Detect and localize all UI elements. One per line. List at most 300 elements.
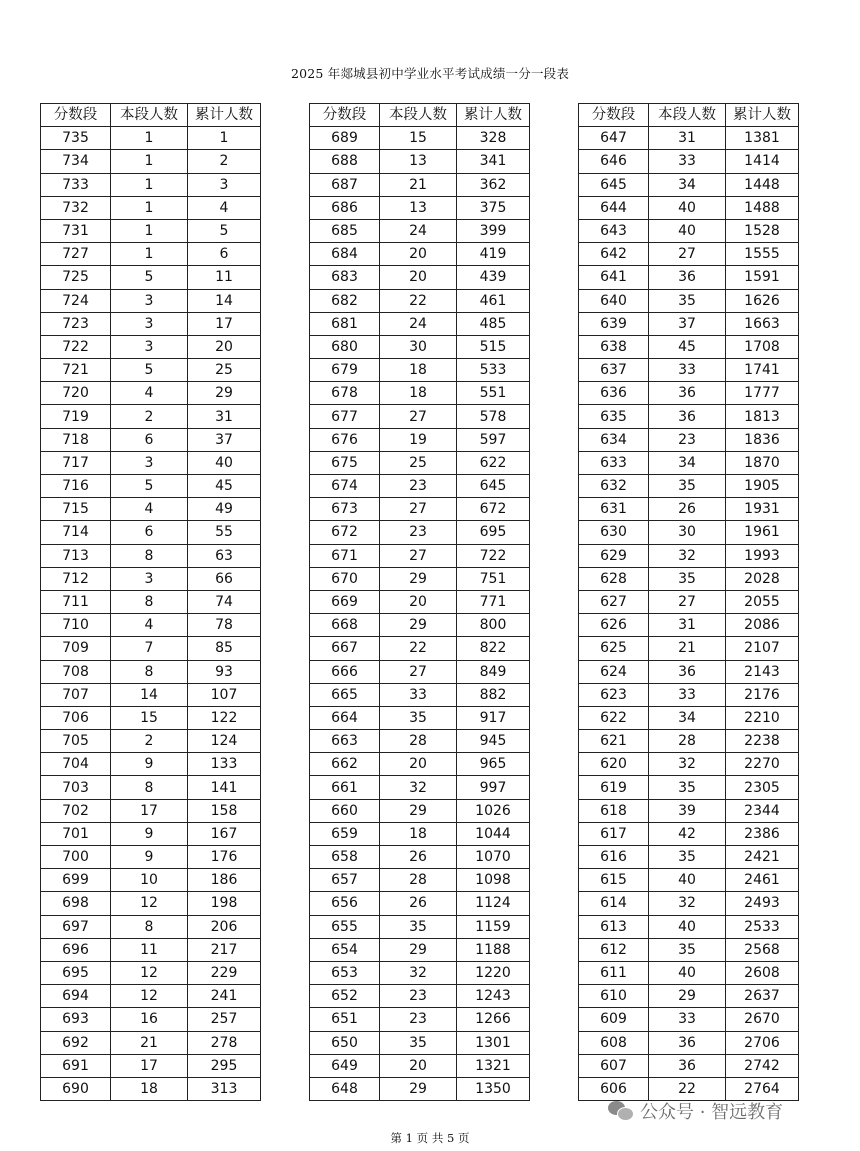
cell-score: 720	[41, 382, 111, 405]
table-row	[310, 451, 530, 474]
cell-cumulative: 1905	[726, 475, 799, 498]
cell-cumulative: 1026	[457, 799, 530, 822]
table-row	[41, 359, 261, 382]
cell-count: 33	[649, 1008, 726, 1031]
cell-cumulative: 2670	[726, 1008, 799, 1031]
header-cumulative: 累计人数	[457, 104, 530, 127]
cell-score: 673	[310, 498, 380, 521]
cell-cumulative: 882	[457, 683, 530, 706]
cell-count: 21	[111, 1031, 188, 1054]
cell-score: 610	[579, 985, 649, 1008]
cell-cumulative: 2608	[726, 961, 799, 984]
table-row	[310, 1031, 530, 1054]
cell-count: 35	[649, 846, 726, 869]
table-row	[579, 1031, 799, 1054]
cell-score: 633	[579, 451, 649, 474]
table-row	[41, 335, 261, 358]
cell-cumulative: 1870	[726, 451, 799, 474]
cell-cumulative: 49	[188, 498, 261, 521]
cell-count: 17	[111, 1054, 188, 1077]
cell-cumulative: 533	[457, 359, 530, 382]
cell-count: 27	[380, 498, 457, 521]
cell-score: 731	[41, 219, 111, 242]
table-row	[41, 614, 261, 637]
cell-score: 640	[579, 289, 649, 312]
table-row	[310, 799, 530, 822]
cell-cumulative: 1741	[726, 359, 799, 382]
table-row	[310, 590, 530, 613]
cell-score: 723	[41, 312, 111, 335]
cell-count: 1	[111, 243, 188, 266]
cell-count: 20	[380, 753, 457, 776]
cell-count: 27	[649, 590, 726, 613]
header-score: 分数段	[579, 104, 649, 127]
cell-count: 15	[380, 127, 457, 150]
cell-score: 669	[310, 590, 380, 613]
cell-cumulative: 5	[188, 219, 261, 242]
cell-cumulative: 198	[188, 892, 261, 915]
table-row	[310, 869, 530, 892]
header-score: 分数段	[310, 104, 380, 127]
cell-count: 3	[111, 312, 188, 335]
cell-score: 703	[41, 776, 111, 799]
cell-count: 26	[380, 892, 457, 915]
cell-count: 35	[649, 938, 726, 961]
cell-count: 35	[380, 1031, 457, 1054]
table-row	[310, 567, 530, 590]
header-count: 本段人数	[111, 104, 188, 127]
table-row	[579, 243, 799, 266]
cell-score: 621	[579, 730, 649, 753]
cell-cumulative: 965	[457, 753, 530, 776]
cell-score: 672	[310, 521, 380, 544]
cell-count: 2	[111, 730, 188, 753]
page-title: 2025 年郯城县初中学业水平考试成绩一分一段表	[290, 66, 570, 81]
cell-cumulative: 1098	[457, 869, 530, 892]
cell-count: 37	[649, 312, 726, 335]
cell-cumulative: 328	[457, 127, 530, 150]
cell-cumulative: 29	[188, 382, 261, 405]
cell-count: 6	[111, 521, 188, 544]
table-row	[310, 173, 530, 196]
cell-count: 28	[380, 869, 457, 892]
table-row	[41, 428, 261, 451]
cell-count: 42	[649, 822, 726, 845]
cell-cumulative: 2210	[726, 706, 799, 729]
cell-score: 637	[579, 359, 649, 382]
cell-cumulative: 2706	[726, 1031, 799, 1054]
cell-score: 706	[41, 706, 111, 729]
cell-count: 33	[649, 150, 726, 173]
cell-cumulative: 1555	[726, 243, 799, 266]
cell-cumulative: 2461	[726, 869, 799, 892]
cell-score: 611	[579, 961, 649, 984]
cell-cumulative: 917	[457, 706, 530, 729]
table-row	[310, 335, 530, 358]
cell-count: 32	[649, 544, 726, 567]
cell-score: 713	[41, 544, 111, 567]
table-row	[41, 289, 261, 312]
cell-cumulative: 1301	[457, 1031, 530, 1054]
cell-score: 709	[41, 637, 111, 660]
cell-count: 29	[380, 1077, 457, 1100]
table-row	[579, 567, 799, 590]
cell-cumulative: 1044	[457, 822, 530, 845]
cell-score: 630	[579, 521, 649, 544]
table-row	[310, 219, 530, 242]
watermark	[608, 1098, 783, 1124]
cell-score: 695	[41, 961, 111, 984]
cell-cumulative: 945	[457, 730, 530, 753]
cell-score: 642	[579, 243, 649, 266]
table-row	[41, 150, 261, 173]
table-row	[41, 799, 261, 822]
cell-cumulative: 2493	[726, 892, 799, 915]
cell-score: 655	[310, 915, 380, 938]
cell-count: 8	[111, 660, 188, 683]
cell-cumulative: 375	[457, 196, 530, 219]
cell-count: 18	[380, 382, 457, 405]
cell-cumulative: 1350	[457, 1077, 530, 1100]
cell-score: 652	[310, 985, 380, 1008]
cell-score: 622	[579, 706, 649, 729]
cell-score: 653	[310, 961, 380, 984]
cell-count: 32	[649, 753, 726, 776]
table-row	[310, 961, 530, 984]
table-row	[579, 660, 799, 683]
cell-cumulative: 1381	[726, 127, 799, 150]
table-row	[310, 150, 530, 173]
cell-count: 2	[111, 405, 188, 428]
cell-count: 17	[111, 799, 188, 822]
table-row	[579, 938, 799, 961]
table-row	[41, 219, 261, 242]
table-row	[41, 730, 261, 753]
cell-cumulative: 1708	[726, 335, 799, 358]
table-row	[310, 683, 530, 706]
cell-cumulative: 206	[188, 915, 261, 938]
cell-count: 13	[380, 196, 457, 219]
cell-cumulative: 14	[188, 289, 261, 312]
table-row	[579, 614, 799, 637]
table-row	[41, 243, 261, 266]
cell-cumulative: 186	[188, 869, 261, 892]
cell-score: 670	[310, 567, 380, 590]
cell-score: 618	[579, 799, 649, 822]
cell-score: 644	[579, 196, 649, 219]
cell-cumulative: 31	[188, 405, 261, 428]
cell-score: 639	[579, 312, 649, 335]
table-row	[310, 706, 530, 729]
cell-count: 35	[649, 289, 726, 312]
table-row	[579, 1008, 799, 1031]
cell-count: 36	[649, 405, 726, 428]
cell-score: 697	[41, 915, 111, 938]
cell-score: 651	[310, 1008, 380, 1031]
cell-count: 29	[380, 799, 457, 822]
cell-count: 19	[380, 428, 457, 451]
table-row	[579, 173, 799, 196]
cell-cumulative: 1	[188, 127, 261, 150]
cell-count: 29	[649, 985, 726, 1008]
table-row	[41, 451, 261, 474]
header-cumulative: 累计人数	[726, 104, 799, 127]
cell-count: 5	[111, 475, 188, 498]
table-row	[41, 1031, 261, 1054]
table-row	[41, 312, 261, 335]
cell-cumulative: 11	[188, 266, 261, 289]
table-row	[310, 475, 530, 498]
table-row	[310, 359, 530, 382]
cell-cumulative: 362	[457, 173, 530, 196]
cell-cumulative: 2055	[726, 590, 799, 613]
cell-cumulative: 1528	[726, 219, 799, 242]
cell-score: 696	[41, 938, 111, 961]
cell-count: 29	[380, 614, 457, 637]
cell-score: 628	[579, 567, 649, 590]
cell-count: 23	[380, 475, 457, 498]
cell-count: 10	[111, 869, 188, 892]
cell-score: 734	[41, 150, 111, 173]
cell-score: 660	[310, 799, 380, 822]
cell-count: 8	[111, 776, 188, 799]
cell-count: 26	[380, 846, 457, 869]
table-row	[41, 660, 261, 683]
cell-cumulative: 2107	[726, 637, 799, 660]
cell-cumulative: 822	[457, 637, 530, 660]
table-row	[310, 938, 530, 961]
cell-cumulative: 40	[188, 451, 261, 474]
table-row	[310, 498, 530, 521]
table-row	[310, 289, 530, 312]
cell-count: 33	[380, 683, 457, 706]
cell-cumulative: 419	[457, 243, 530, 266]
table-row	[41, 985, 261, 1008]
cell-score: 671	[310, 544, 380, 567]
table-row	[579, 359, 799, 382]
cell-score: 711	[41, 590, 111, 613]
cell-cumulative: 1159	[457, 915, 530, 938]
cell-score: 626	[579, 614, 649, 637]
cell-count: 24	[380, 312, 457, 335]
cell-cumulative: 1663	[726, 312, 799, 335]
table-row	[310, 1077, 530, 1100]
watermark-text: 公众号 · 智远教育	[640, 1102, 784, 1123]
cell-score: 650	[310, 1031, 380, 1054]
cell-cumulative: 66	[188, 567, 261, 590]
table-row	[579, 892, 799, 915]
cell-cumulative: 722	[457, 544, 530, 567]
table-row	[310, 614, 530, 637]
cell-count: 40	[649, 219, 726, 242]
cell-cumulative: 2	[188, 150, 261, 173]
cell-count: 30	[380, 335, 457, 358]
cell-count: 36	[649, 1031, 726, 1054]
cell-count: 45	[649, 335, 726, 358]
table-row	[579, 590, 799, 613]
table-row	[41, 637, 261, 660]
cell-cumulative: 1188	[457, 938, 530, 961]
cell-score: 704	[41, 753, 111, 776]
cell-cumulative: 2238	[726, 730, 799, 753]
cell-score: 668	[310, 614, 380, 637]
cell-score: 631	[579, 498, 649, 521]
cell-score: 662	[310, 753, 380, 776]
cell-count: 36	[649, 382, 726, 405]
cell-count: 22	[649, 1077, 726, 1100]
table-row	[579, 776, 799, 799]
cell-cumulative: 17	[188, 312, 261, 335]
cell-count: 34	[649, 173, 726, 196]
table-row	[579, 289, 799, 312]
cell-score: 701	[41, 822, 111, 845]
cell-cumulative: 107	[188, 683, 261, 706]
cell-cumulative: 20	[188, 335, 261, 358]
cell-cumulative: 578	[457, 405, 530, 428]
cell-score: 735	[41, 127, 111, 150]
table-row	[310, 1008, 530, 1031]
table-row	[41, 869, 261, 892]
table-row	[579, 730, 799, 753]
table-row	[579, 150, 799, 173]
table-row	[310, 544, 530, 567]
cell-cumulative: 1220	[457, 961, 530, 984]
cell-cumulative: 1993	[726, 544, 799, 567]
cell-score: 659	[310, 822, 380, 845]
cell-cumulative: 771	[457, 590, 530, 613]
cell-count: 34	[649, 706, 726, 729]
table-row	[310, 915, 530, 938]
cell-cumulative: 85	[188, 637, 261, 660]
cell-count: 1	[111, 127, 188, 150]
cell-score: 718	[41, 428, 111, 451]
cell-cumulative: 1266	[457, 1008, 530, 1031]
cell-count: 6	[111, 428, 188, 451]
table-row	[310, 266, 530, 289]
cell-count: 30	[649, 521, 726, 544]
cell-count: 8	[111, 544, 188, 567]
cell-score: 699	[41, 869, 111, 892]
cell-cumulative: 997	[457, 776, 530, 799]
cell-count: 3	[111, 289, 188, 312]
cell-score: 646	[579, 150, 649, 173]
cell-score: 716	[41, 475, 111, 498]
cell-cumulative: 2028	[726, 567, 799, 590]
cell-count: 20	[380, 1054, 457, 1077]
cell-count: 36	[649, 660, 726, 683]
table-row	[41, 266, 261, 289]
cell-score: 682	[310, 289, 380, 312]
cell-count: 31	[649, 614, 726, 637]
table-row	[310, 637, 530, 660]
cell-cumulative: 1070	[457, 846, 530, 869]
cell-score: 715	[41, 498, 111, 521]
cell-count: 3	[111, 567, 188, 590]
cell-score: 694	[41, 985, 111, 1008]
cell-score: 700	[41, 846, 111, 869]
cell-cumulative: 45	[188, 475, 261, 498]
cell-cumulative: 1243	[457, 985, 530, 1008]
cell-count: 1	[111, 196, 188, 219]
cell-score: 641	[579, 266, 649, 289]
cell-count: 20	[380, 590, 457, 613]
cell-score: 624	[579, 660, 649, 683]
cell-cumulative: 597	[457, 428, 530, 451]
cell-cumulative: 1836	[726, 428, 799, 451]
table-row	[41, 475, 261, 498]
table-row	[41, 915, 261, 938]
table-row	[310, 312, 530, 335]
table-row	[41, 173, 261, 196]
cell-count: 18	[380, 359, 457, 382]
cell-count: 18	[380, 822, 457, 845]
cell-count: 3	[111, 335, 188, 358]
table-row	[579, 753, 799, 776]
cell-cumulative: 849	[457, 660, 530, 683]
cell-score: 634	[579, 428, 649, 451]
cell-score: 719	[41, 405, 111, 428]
cell-cumulative: 124	[188, 730, 261, 753]
cell-score: 608	[579, 1031, 649, 1054]
table-row	[310, 822, 530, 845]
cell-cumulative: 341	[457, 150, 530, 173]
cell-count: 32	[380, 776, 457, 799]
cell-cumulative: 2344	[726, 799, 799, 822]
cell-count: 40	[649, 915, 726, 938]
cell-score: 643	[579, 219, 649, 242]
score-table-2	[309, 103, 530, 1101]
cell-count: 26	[649, 498, 726, 521]
header-count: 本段人数	[649, 104, 726, 127]
cell-cumulative: 1488	[726, 196, 799, 219]
cell-cumulative: 63	[188, 544, 261, 567]
table-row	[41, 382, 261, 405]
cell-cumulative: 55	[188, 521, 261, 544]
table-row	[579, 219, 799, 242]
cell-cumulative: 551	[457, 382, 530, 405]
table-row	[41, 683, 261, 706]
cell-count: 27	[649, 243, 726, 266]
table-row	[579, 266, 799, 289]
cell-cumulative: 241	[188, 985, 261, 1008]
cell-score: 724	[41, 289, 111, 312]
cell-score: 658	[310, 846, 380, 869]
table-row	[310, 405, 530, 428]
header-cumulative: 累计人数	[188, 104, 261, 127]
cell-cumulative: 1931	[726, 498, 799, 521]
cell-score: 687	[310, 173, 380, 196]
cell-count: 4	[111, 498, 188, 521]
cell-score: 617	[579, 822, 649, 845]
cell-cumulative: 1591	[726, 266, 799, 289]
cell-cumulative: 515	[457, 335, 530, 358]
cell-cumulative: 78	[188, 614, 261, 637]
cell-count: 34	[649, 451, 726, 474]
cell-cumulative: 461	[457, 289, 530, 312]
table-row	[41, 706, 261, 729]
cell-count: 7	[111, 637, 188, 660]
table-row	[41, 405, 261, 428]
cell-count: 25	[380, 451, 457, 474]
cell-score: 664	[310, 706, 380, 729]
cell-score: 636	[579, 382, 649, 405]
cell-score: 691	[41, 1054, 111, 1077]
cell-count: 27	[380, 660, 457, 683]
cell-score: 702	[41, 799, 111, 822]
cell-score: 732	[41, 196, 111, 219]
table-row	[579, 127, 799, 150]
cell-cumulative: 313	[188, 1077, 261, 1100]
